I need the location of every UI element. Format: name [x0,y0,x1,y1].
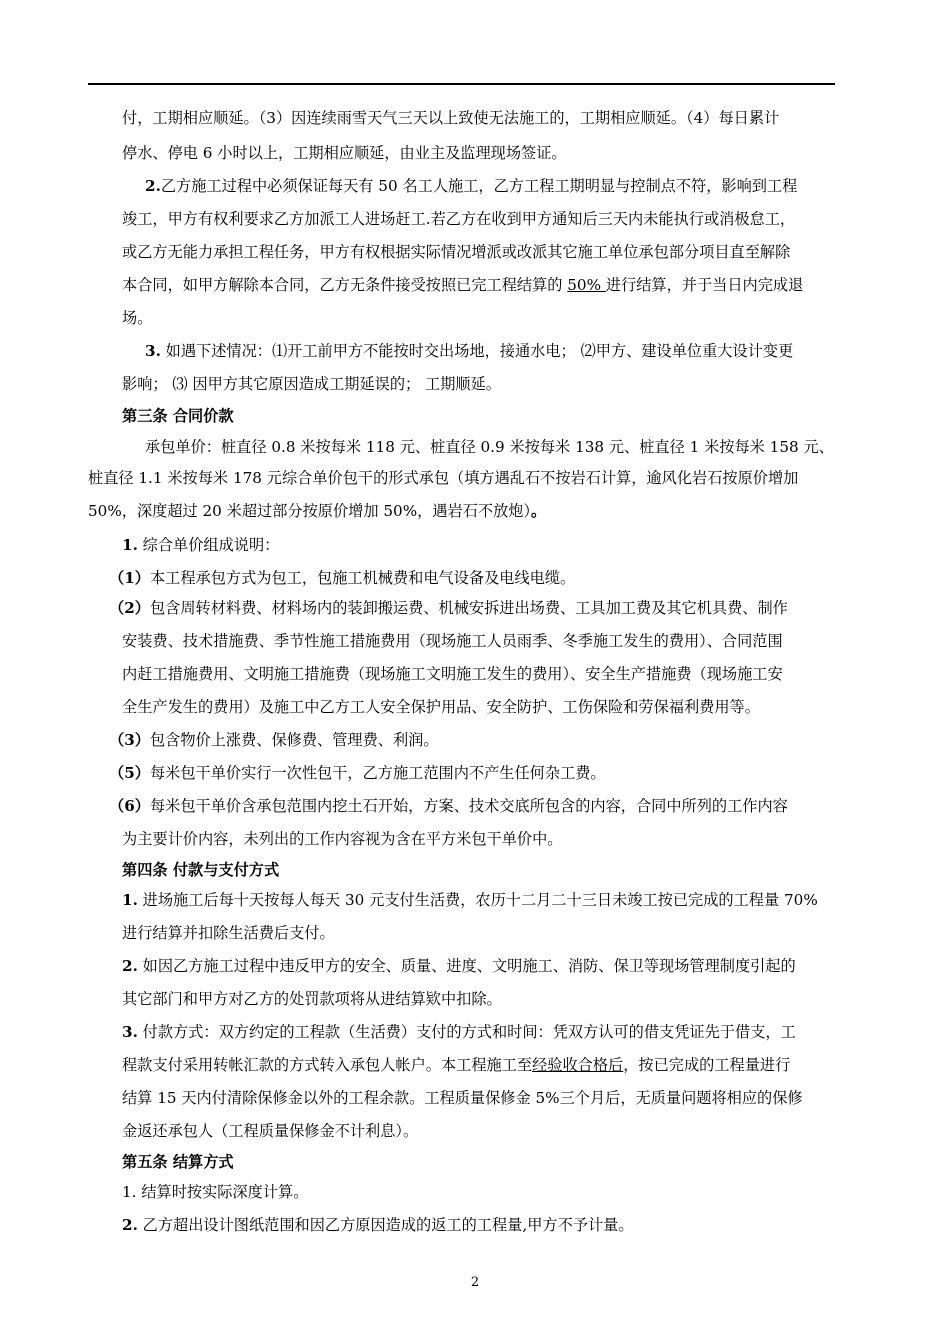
text-run: 1. [122,891,138,909]
text-line [122,860,279,880]
text-line [122,108,779,128]
text-line [109,568,575,588]
text-run: 50%，深度超过 20 米超过部分按原价增加 50%，遇岩石不放炮） [88,502,532,520]
text-run: 本工程承包方式为包工，包施工机械费和电气设备及电线电缆。 [149,569,576,587]
text-line [145,341,793,361]
text-run: 其它部门和甲方对乙方的处罚款项将从进结算欵中扣除。 [122,990,502,1008]
text-line [122,535,279,555]
text-line [122,1215,634,1235]
page-number: 2 [470,1275,480,1290]
text-run: 每米包干单价含承包范围内挖土石开始，方案、技术交底所包含的内容，合同中所列的工作内容 [149,797,788,815]
text-line [122,890,818,910]
text-run: ，按已完成的工程量进行 [623,1056,791,1074]
text-line [109,730,439,750]
text-run: 3. [122,1023,138,1041]
text-run: （5） [109,764,150,782]
text-run: 付款方式：双方约定的工程款（生活费）支付的方式和时间：凭双方认可的借支凭证先于借支，工 [137,1023,796,1041]
text-line [122,406,234,426]
text-run: 3. [145,342,161,360]
text-run: 第四条 付款与支付方式 [122,861,280,879]
text-line [88,501,546,521]
text-run: 1. [122,536,138,554]
text-run: 结算 15 天内付清除保修金以外的工程余款。工程质量保修金 5%三个月后，无质量问题将相应的保修 [122,1089,803,1107]
text-line [109,763,606,783]
text-run: 程款支付采用转帐汇款的方式转入承包人帐户。本工程施工至 [122,1056,533,1074]
text-run: 桩直径 1.1 米按每米 178 元综合单价包干的形式承包（填方遇乱石不按岩石计算，逾风化岩石按原价增加 [88,469,799,487]
text-run: （1） [109,569,150,587]
text-line [122,275,803,295]
text-run: （2） [109,599,150,617]
text-line [122,242,790,262]
text-line [122,697,760,717]
text-run: 第五条 结算方式 [122,1153,234,1171]
text-line [122,1121,418,1141]
text-line [122,664,783,684]
text-line [122,1152,234,1172]
text-line [122,1022,796,1042]
text-run: 如遇下述情况：⑴开工前甲方不能按时交出场地，接通水电； ⑵甲方、建设单位重大设计变更 [160,342,794,360]
text-run: 停水、停电 6 小时以上，工期相应顺延，由业主及监理现场签证。 [122,144,567,162]
text-run: 包含周转材料费、材料场内的装卸搬运费、机械安拆进出场费、工具加工费及其它机具费、制作 [149,599,788,617]
text-line [122,308,152,328]
text-line [122,1055,790,1075]
text-run: （6） [109,797,150,815]
text-run: 安装费、技术措施费、季节性施工措施费用（现场施工人员雨季、冬季施工发生的费用）、合同范围 [122,632,783,650]
text-run: 竣工，甲方有权利要求乙方加派工人进场赶工.若乙方在收到甲方通知后三天内未能执行或消极怠工， [122,210,796,228]
text-run: 包含物价上涨费、保修费、管理费、利润。 [149,731,439,749]
text-line [122,209,795,229]
text-run: 每米包干单价实行一次性包干，乙方施工范围内不产生任何杂工费。 [149,764,606,782]
text-run: 2. [122,1216,138,1234]
text-line [122,923,335,943]
text-line [122,374,501,394]
text-run: 经验收合格后 [532,1056,624,1074]
text-run: 内赶工措施费用、文明施工措施费（现场施工文明施工发生的费用）、安全生产措施费（现场施工安 [122,665,783,683]
text-run: 1. 结算时按实际深度计算。 [122,1183,309,1201]
text-run: 为主要计价内容，未列出的工作内容视为含在平方米包干单价中。 [122,830,563,848]
text-run: （3） [109,731,150,749]
text-line [122,1182,308,1202]
text-line [145,437,834,457]
text-run: 乙方施工过程中必须保证每天有 50 名工人施工，乙方工程工期明显与控制点不符，影响到工程 [160,177,798,195]
text-run: 进场施工后每十天按每人每天 30 元支付生活费，农历十二月二十三日未竣工按已完成的工程量 70% [137,891,818,909]
text-line [122,1088,803,1108]
text-line [122,143,567,163]
text-run: 承包单价：桩直径 0.8 米按每米 118 元、桩直径 0.9 米按每米 138 元、桩直径 1 米按每米 158 元、 [145,438,834,456]
text-line [122,989,502,1009]
text-run: 进行结算，并于当日内完成退 [605,276,804,294]
text-run: 综合单价组成说明： [137,536,280,554]
text-line [122,956,796,976]
text-run: 本合同，如甲方解除本合同，乙方无条件接受按照已完工程结算的 [122,276,568,294]
text-run: 或乙方无能力承担工程任务，甲方有权根据实际情况增派或改派其它施工单位承包部分项目直至解除 [122,243,791,261]
text-line [109,598,788,618]
text-run: 场。 [122,309,153,327]
text-line [122,829,562,849]
text-run: 50% [567,276,606,294]
text-run: 乙方超出设计图纸范围和因乙方原因造成的返工的工程量,甲方不予计量。 [137,1216,634,1234]
text-run: 全生产发生的费用）及施工中乙方工人安全保护用品、安全防护、工伤保险和劳保福利费用等。 [122,698,760,716]
text-run: 如因乙方施工过程中违反甲方的安全、质量、进度、文明施工、消防、保卫等现场管理制度引起的 [137,957,796,975]
text-line [109,796,788,816]
text-run: 。 [531,502,547,520]
text-run: 2. [122,957,138,975]
text-run: 2. [145,177,161,195]
text-run: 付，工期相应顺延。（3）因连续雨雪天气三天以上致使无法施工的，工期相应顺延。（4）每日累计 [122,109,780,127]
text-line [88,468,798,488]
text-run: 金返还承包人（工程质量保修金不计利息）。 [122,1122,419,1140]
text-run: 影响； ⑶ 因甲方其它原因造成工期延误的； 工期顺延。 [122,375,501,393]
header-rule [88,83,835,85]
text-line [122,631,783,651]
text-run: 进行结算并扣除生活费后支付。 [122,924,335,942]
text-line [145,176,797,196]
text-run: 第三条 合同价款 [122,407,234,425]
